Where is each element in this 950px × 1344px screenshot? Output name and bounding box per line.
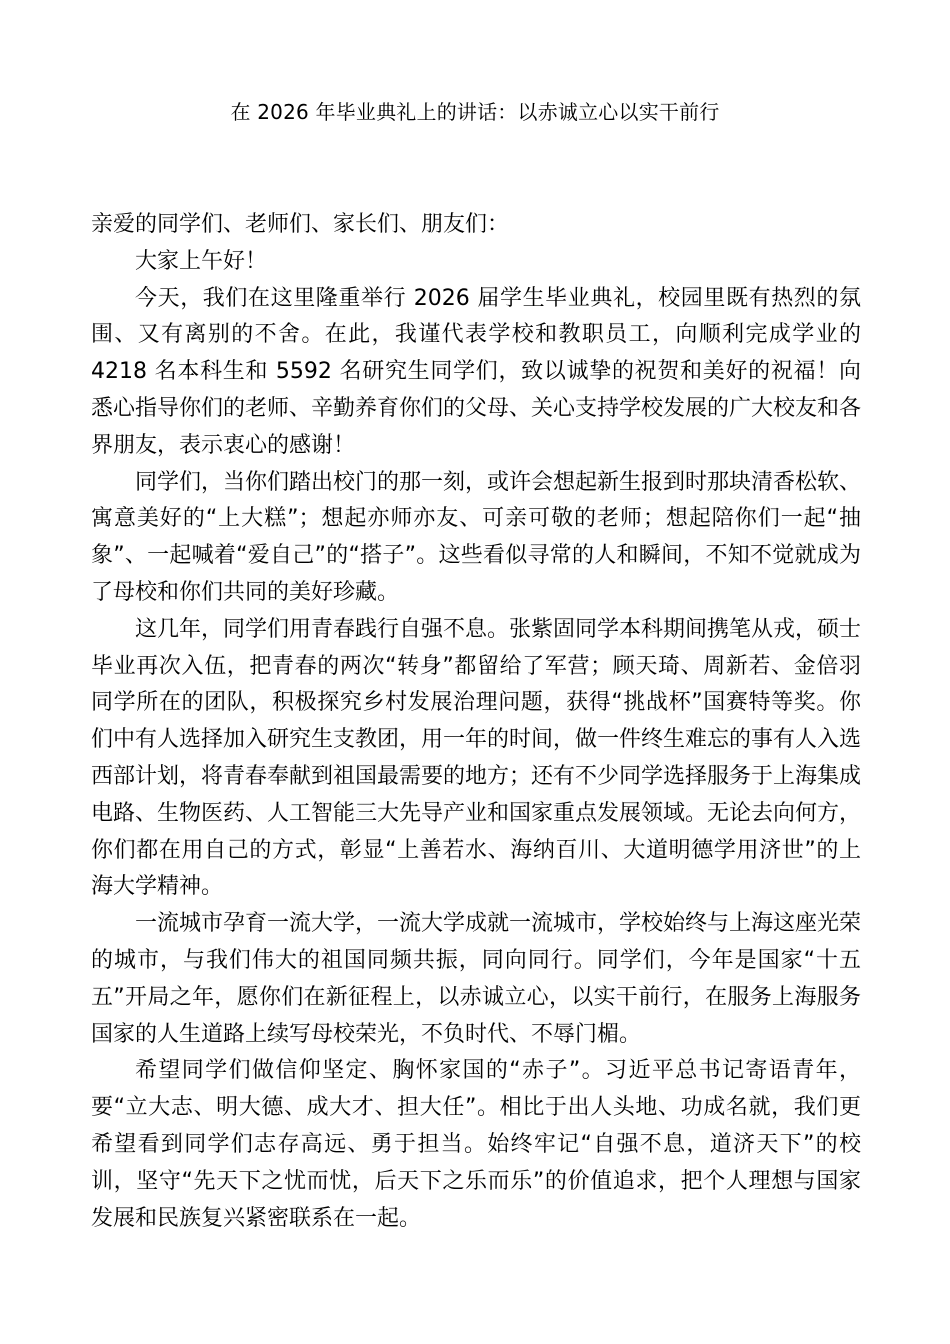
paragraph-city-university: 一流城市孕育一流大学，一流大学成就一流城市，学校始终与上海这座光荣的城市，与我们伟大的祖国同频共振，同向同行。同学们，今年是国家“十五五”开局之年，愿你们在新征程上，以赤诚立心，以实干前行，在服务上海服务国家的人生道路上续写母校荣光，不负时代、不辱门楣。 [91,911,862,1047]
paragraph-achievements: 这几年，同学们用青春践行自强不息。张紫固同学本科期间携笔从戎，硕士毕业再次入伍，把青春的两次“转身”都留给了军营；顾天琦、周新若、金倍羽同学所在的团队，积极探究乡村发展治理问题，获得“挑战杯”国赛特等奖。你们中有人选择加入研究生支教团，用一年的时间，做一件终生难忘的事有人入选西部计划，将青春奉献到祖国最需要的地方；还有不少同学选择服务于上海集成电路、生物医药、人工智能三大先导产业和国家重点发展领域。无论去向何方，你们都在用自己的方式，彰显“上善若水、海纳百川、大道明德学用济世”的上海大学精神。 [91,616,862,900]
document-body [91,207,861,1237]
paragraph-memories: 同学们，当你们踏出校门的那一刻，或许会想起新生报到时那块清香松软、寓意美好的“上大糕”；想起亦师亦友、可亲可敬的老师；想起陪你们一起“抽象”、一起喊着“爱自己”的“搭子”。这些看似寻常的人和瞬间，不知不觉就成为了母校和你们共同的美好珍藏。 [91,469,862,605]
paragraph-opening: 今天，我们在这里隆重举行 2026 届学生毕业典礼，校园里既有热烈的氛围、又有离别的不舍。在此，我谨代表学校和教职员工，向顺利完成学业的 4218 名本科生和 5592 名研究生同学们，致以诚挚的祝贺和美好的祝福！向悉心指导你们的老师、辛勤养育你们的父母、关心支持学校发展的广大校友和各界朋友，表示衷心的感谢！ [91,285,862,458]
document-title: 在 2026 年毕业典礼上的讲话：以赤诚立心以实干前行 [230,100,720,124]
salutation: 亲爱的同学们、老师们、家长们、朋友们： [91,212,510,237]
paragraph-greeting: 大家上午好！ [135,248,268,274]
paragraph-hopes: 希望同学们做信仰坚定、胸怀家国的“赤子”。习近平总书记寄语青年，要“立大志、明大德、成大才、担大任”。相比于出人头地、功成名就，我们更希望看到同学们志存高远、勇于担当。始终牢记“自强不息，道济天下”的校训，坚守“先天下之忧而忧，后天下之乐而乐”的价值追求，把个人理想与国家发展和民族复兴紧密联系在一起。 [91,1058,861,1231]
